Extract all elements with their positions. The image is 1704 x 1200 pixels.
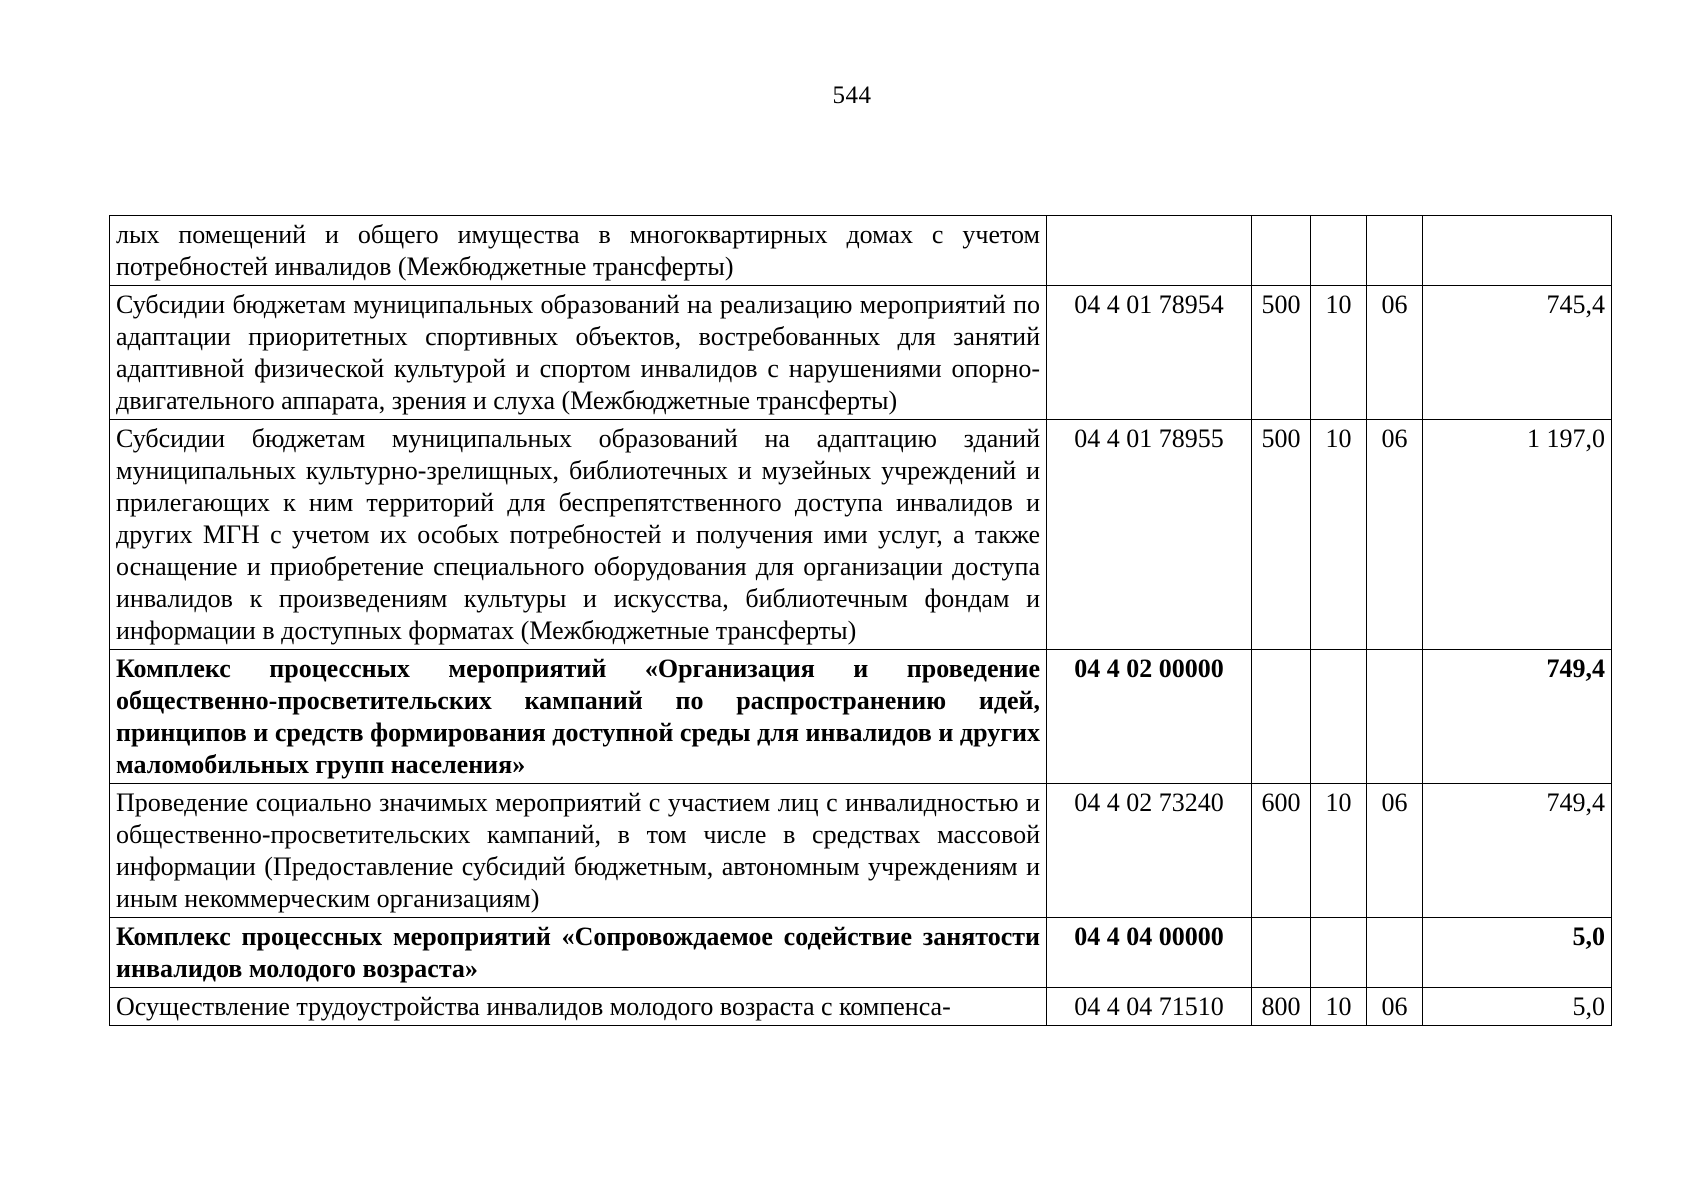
row-expense-type: 500 — [1252, 420, 1311, 650]
row-expense-type: 600 — [1252, 784, 1311, 918]
row-section: 10 — [1311, 784, 1367, 918]
row-target-code: 04 4 04 00000 — [1047, 918, 1252, 988]
row-amount: 5,0 — [1423, 918, 1612, 988]
row-subsection: 06 — [1367, 988, 1423, 1026]
row-amount: 745,4 — [1423, 286, 1612, 420]
row-section: 10 — [1311, 420, 1367, 650]
row-amount: 1 197,0 — [1423, 420, 1612, 650]
row-description: Комплекс процессных мероприятий «Сопровождаемое содействие занятости инвалидов молодого возраста» — [110, 918, 1047, 988]
table-row — [110, 420, 1612, 650]
table-row — [110, 216, 1612, 286]
row-target-code: 04 4 01 78954 — [1047, 286, 1252, 420]
row-target-code: 04 4 04 71510 — [1047, 988, 1252, 1026]
row-expense-type: 800 — [1252, 988, 1311, 1026]
row-subsection — [1367, 216, 1423, 286]
row-description: лых помещений и общего имущества в многоквартирных домах с учетом потребностей инвалидов (Межбюджетные трансферты) — [110, 216, 1047, 286]
row-description: Проведение социально значимых мероприятий с участием лиц с инвалидностью и общественно-просветительских кампаний, в том числе в средствах массовой информации (Предоставление субсидий бюджетным, автономным учреждениям и иным некоммерческим организациям) — [110, 784, 1047, 918]
row-target-code: 04 4 02 73240 — [1047, 784, 1252, 918]
row-section: 10 — [1311, 988, 1367, 1026]
row-section — [1311, 216, 1367, 286]
row-section — [1311, 918, 1367, 988]
row-description: Осуществление трудоустройства инвалидов молодого возраста с компенса- — [110, 988, 1047, 1026]
row-description: Субсидии бюджетам муниципальных образований на реализацию мероприятий по адаптации приоритетных спортивных объектов, востребованных для занятий адаптивной физической культурой и спортом инвалидов с нарушениями опорно-двигательного аппарата, зрения и слуха (Межбюджетные трансферты) — [110, 286, 1047, 420]
row-expense-type — [1252, 216, 1311, 286]
row-expense-type: 500 — [1252, 286, 1311, 420]
row-amount — [1423, 216, 1612, 286]
row-subsection — [1367, 918, 1423, 988]
table-row — [110, 286, 1612, 420]
table-body — [110, 216, 1612, 1026]
table-row — [110, 918, 1612, 988]
row-expense-type — [1252, 918, 1311, 988]
row-amount: 5,0 — [1423, 988, 1612, 1026]
budget-table — [109, 215, 1612, 1026]
row-subsection: 06 — [1367, 286, 1423, 420]
row-description: Комплекс процессных мероприятий «Организация и проведение общественно-просветительских кампаний по распространению идей, принципов и средств формирования доступной среды для инвалидов и других маломобильных групп населения» — [110, 650, 1047, 784]
row-target-code: 04 4 02 00000 — [1047, 650, 1252, 784]
row-subsection — [1367, 650, 1423, 784]
table-row — [110, 988, 1612, 1026]
row-subsection: 06 — [1367, 420, 1423, 650]
page-number: 544 — [832, 82, 872, 109]
table-row — [110, 784, 1612, 918]
row-description: Субсидии бюджетам муниципальных образований на адаптацию зданий муниципальных культурно-зрелищных, библиотечных и музейных учреждений и прилегающих к ним территорий для беспрепятственного доступа инвалидов и других МГН с учетом их особых потребностей и получения ими услуг, а также оснащение и приобретение специального оборудования для организации доступа инвалидов к произведениям культуры и искусства, библиотечным фондам и информации в доступных форматах (Межбюджетные трансферты) — [110, 420, 1047, 650]
row-section: 10 — [1311, 286, 1367, 420]
row-section — [1311, 650, 1367, 784]
row-target-code — [1047, 216, 1252, 286]
row-amount: 749,4 — [1423, 784, 1612, 918]
row-expense-type — [1252, 650, 1311, 784]
row-amount: 749,4 — [1423, 650, 1612, 784]
table-row — [110, 650, 1612, 784]
row-subsection: 06 — [1367, 784, 1423, 918]
row-target-code: 04 4 01 78955 — [1047, 420, 1252, 650]
